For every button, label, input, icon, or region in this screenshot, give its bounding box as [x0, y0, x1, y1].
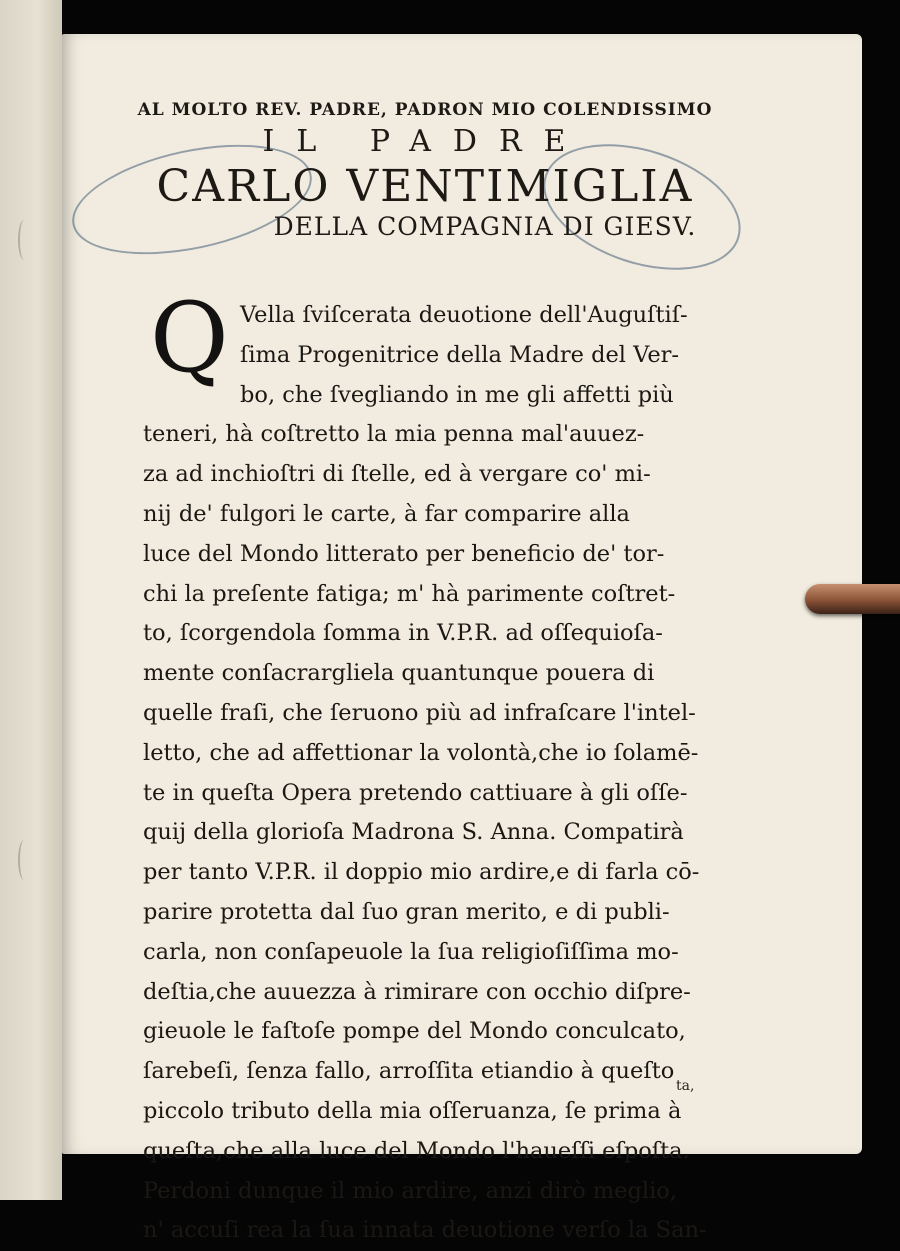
- text-line: chi la preſente fatiga; m' hà parimente coſtret-: [143, 580, 676, 607]
- text-line: quij della glorioſa Madrona S. Anna. Compatirà: [143, 819, 684, 846]
- text-line: gieuole le faſtoſe pompe del Mondo conculcato,: [143, 1018, 686, 1045]
- catchword: ta,: [676, 1078, 695, 1094]
- text-line: letto, che ad affettionar la volontà,che io ſolamē-: [143, 739, 699, 766]
- text-line: queſta,che alla luce del Mondo l'haueſſi eſpoſta.: [143, 1137, 690, 1164]
- text-line: bo, che ſvegliando in me gli affetti più: [240, 381, 674, 408]
- text-line: per tanto V.P.R. il doppio mio ardire,e di farla cō-: [143, 859, 700, 886]
- text-line: za ad inchioſtri di ſtelle, ed à vergare co' mi-: [143, 461, 651, 488]
- text-line: te in queſta Opera pretendo cattiuare à gli oſſe-: [143, 779, 688, 806]
- body-text: [143, 296, 748, 1251]
- text-line: luce del Mondo litterato per beneficio de' tor-: [143, 540, 665, 567]
- text-line: n' accuſi rea la ſua innata deuotione verſo la San-: [143, 1217, 707, 1244]
- page-clip: [805, 584, 900, 614]
- text-line: teneri, hà coſtretto la mia penna mal'auuez-: [143, 421, 645, 448]
- recipient-name: CARLO VENTIMIGLIA: [156, 161, 694, 212]
- padre-line: IL PADRE: [262, 124, 588, 159]
- text-line: quelle fraſi, che ſeruono più ad infraſcare l'intel-: [143, 699, 696, 726]
- text-line: parire protetta dal ſuo gran merito, e di publi-: [143, 898, 670, 925]
- dedication-line: AL MOLTO REV. PADRE, PADRON MIO COLENDISSIMO: [137, 100, 713, 120]
- text-line: Perdoni dunque il mio ardire, anzi dirò meglio,: [143, 1177, 677, 1204]
- facing-page-edge: [0, 0, 62, 1200]
- text-line: carla, non conſapeuole la ſua religioſiſſima mo-: [143, 938, 679, 965]
- drop-cap-initial: Q: [150, 282, 229, 394]
- dedication-header: [100, 100, 750, 241]
- text-line: to, ſcorgendola ſomma in V.P.R. ad oſſequioſa-: [143, 620, 663, 647]
- text-line: piccolo tributo della mia oſſeruanza, ſe prima à: [143, 1097, 682, 1124]
- text-line: mente conſacrargliela quantunque pouera di: [143, 660, 655, 687]
- page-edge-mark: [18, 220, 30, 260]
- text-line: ſarebeſi, ſenza fallo, arroſſita etiandio à queſto: [143, 1058, 675, 1085]
- text-line: Vella ſviſcerata deuotione dell'Auguſtiſ-: [240, 302, 688, 328]
- page-edge-mark: [18, 840, 30, 880]
- text-line: deſtia,che auuezza à rimirare con occhio diſpre-: [143, 978, 691, 1005]
- text-line: nij de' fulgori le carte, à far comparire alla: [143, 500, 630, 527]
- company-line: DELLA COMPAGNIA DI GIESV.: [273, 212, 697, 241]
- text-line: ſima Progenitrice della Madre del Ver-: [240, 341, 680, 368]
